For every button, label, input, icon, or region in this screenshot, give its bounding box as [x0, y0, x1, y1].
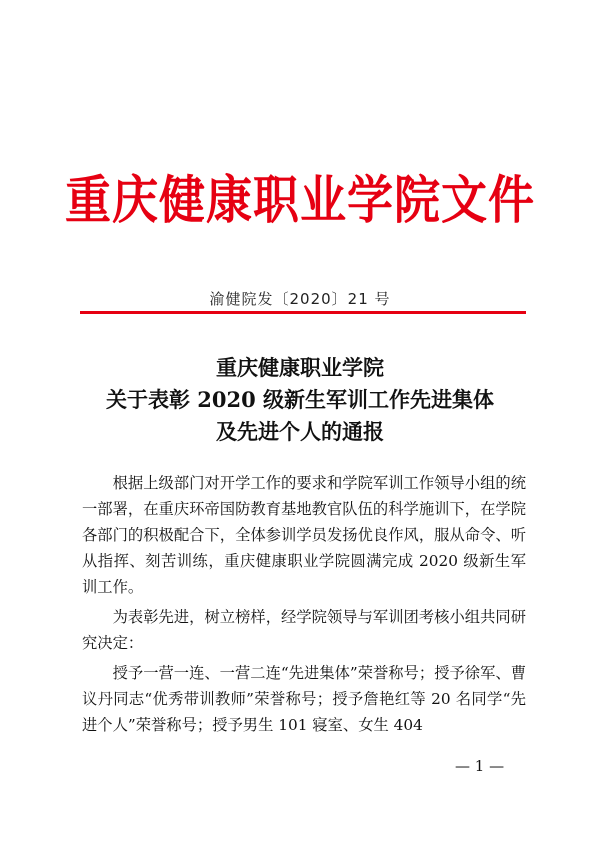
document-body	[82, 470, 526, 742]
page-number-text: — 1 —	[455, 757, 505, 775]
body-paragraph: 根据上级部门对开学工作的要求和学院军训工作领导小组的统一部署，在重庆环帝国防教育基地教官队伍的科学施训下，在学院各部门的积极配合下，全体参训学员发扬优良作风，服从命令、听从指挥、刻苦训练，重庆健康职业学院圆满完成 2020 级新生军训工作。	[82, 474, 526, 596]
body-paragraph: 授予一营一连、一营二连“先进集体”荣誉称号；授予徐军、曹议丹同志“优秀带训教师”荣誉称号；授予詹艳红等 20 名同学“先进个人”荣誉称号；授予男生 101 寝室、女生 404	[82, 664, 526, 734]
title-line: 重庆健康职业学院	[216, 355, 384, 380]
document-number: 渝健院发〔2020〕21 号	[209, 290, 391, 308]
document-header: 重庆健康职业学院文件	[65, 170, 535, 231]
document-title	[0, 352, 600, 448]
body-paragraph: 为表彰先进，树立榜样，经学院领导与军训团考核小组共同研究决定：	[82, 608, 526, 652]
title-line: 及先进个人的通报	[216, 419, 384, 444]
header-red-rule	[80, 311, 526, 314]
title-line: 关于表彰 2020 级新生军训工作先进集体	[105, 387, 495, 412]
